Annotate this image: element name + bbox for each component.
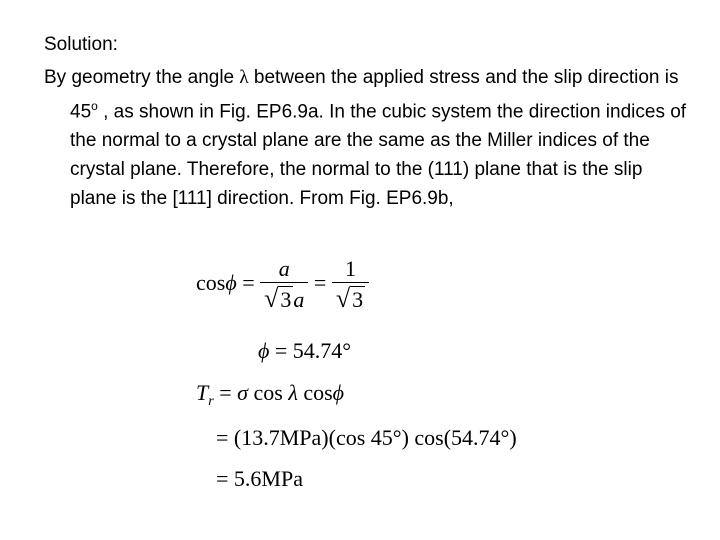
eq1-frac2-radicand: 3: [352, 287, 364, 312]
solution-text-block: [44, 30, 694, 213]
paragraph-part-3: , as shown in Fig. EP6.9a. In the cubic system the direction indices of the normal to a crystal plane are the same as the Miller indices of the crystal plane. Therefore, the normal to the (111) plane that is the slip plane is the [111] direction. From Fig. EP6.9b,: [70, 101, 687, 210]
eq1-frac1-radicand: 3: [280, 287, 292, 312]
eq3-cos-2: cos: [303, 380, 333, 405]
eq3-sigma: σ: [237, 380, 248, 405]
sqrt-icon: √: [264, 284, 279, 313]
eq1-phi: ϕ: [225, 270, 237, 296]
eq1-frac1-denominator: [260, 282, 308, 312]
equation-result: [216, 468, 303, 490]
eq3-T: T: [196, 380, 209, 405]
eq3-subscript-r: r: [208, 394, 214, 409]
eq3-phi: ϕ: [332, 380, 345, 405]
sqrt-icon: √: [335, 284, 351, 313]
eq4-text: = (13.7MPa)(cos 45°) cos(54.74°): [216, 425, 517, 450]
eq5-text: = 5.6MPa: [216, 466, 303, 491]
eq1-equals-2: =: [313, 270, 327, 296]
equation-phi-value: [258, 340, 351, 362]
eq1-frac2-denominator: [332, 282, 369, 312]
eq1-cos: cos: [196, 270, 226, 296]
equation-resolved-shear: [196, 382, 344, 409]
equation-cos-phi: [196, 258, 369, 312]
eq1-frac1-den-var: a: [293, 287, 305, 312]
eq1-fraction-1: [260, 258, 308, 312]
eq1-frac1-numerator: a: [278, 256, 290, 281]
eq2-phi: ϕ: [258, 338, 270, 363]
eq3-equals: =: [219, 380, 232, 405]
eq3-lambda: λ: [288, 380, 298, 405]
degree-symbol: o: [91, 99, 98, 113]
solution-heading: Solution:: [44, 34, 118, 55]
eq1-equals-1: =: [242, 270, 255, 296]
equation-substitution: [216, 427, 517, 449]
eq2-rhs: = 54.74°: [274, 338, 352, 363]
paragraph-part-2: between the applied stress and the slip direction is 45: [70, 67, 679, 123]
paragraph-part-1: By geometry the angle: [44, 67, 240, 88]
lambda-symbol: λ: [239, 67, 249, 88]
eq1-frac2-numerator: 1: [344, 256, 356, 281]
solution-paragraph: [44, 63, 694, 213]
eq3-cos-1: cos: [253, 380, 283, 405]
eq1-fraction-2: [332, 258, 369, 312]
